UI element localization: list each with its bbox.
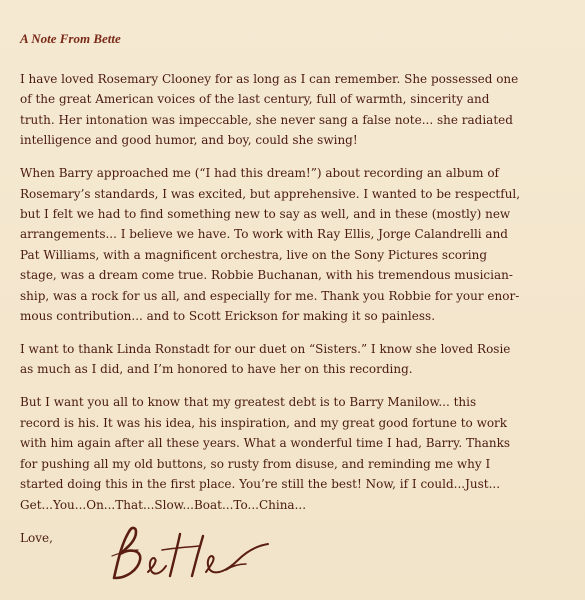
- paragraph-line: started doing this in the first place. You’re still the best! Now, if I could...Just...: [20, 477, 501, 492]
- paragraph-line: When Barry approached me (“I had this dream!”) about recording an album of: [20, 166, 499, 181]
- paragraph-line: mous contribution... and to Scott Erickson for making it so painless.: [20, 309, 436, 324]
- paragraph-line: Get...You...On...That...Slow...Boat...To...China...: [20, 497, 307, 512]
- paragraph-2: [20, 163, 565, 326]
- paragraph-4: [20, 392, 565, 514]
- paragraph-line: arrangements... I believe we have. To work with Ray Ellis, Jorge Calandrelli and: [20, 227, 508, 242]
- paragraph-line: ship, was a rock for us all, and especially for me. Thank you Robbie for your enor-: [20, 288, 520, 303]
- paragraph-line: of the great American voices of the last century, full of warmth, sincerity and: [20, 92, 490, 107]
- paragraph-line: stage, was a dream come true. Robbie Buchanan, with his tremendous musician-: [20, 268, 513, 283]
- paragraph-line: record is his. It was his idea, his inspiration, and my great good fortune to work: [20, 415, 508, 430]
- paragraph-line: but I felt we had to find something new to say as well, and in these (mostly) new: [20, 207, 511, 222]
- paragraph-line: Rosemary’s standards, I was excited, but apprehensive. I wanted to be respectful,: [20, 186, 521, 201]
- paragraph-line: truth. Her intonation was impeccable, she never sang a false note... she radiated: [20, 112, 513, 127]
- signature-image: [108, 520, 278, 590]
- paragraph-3: [20, 339, 565, 380]
- paragraph-line: But I want you all to know that my greatest debt is to Barry Manilow... this: [20, 395, 477, 410]
- paragraph-line: I have loved Rosemary Clooney for as long as I can remember. She possessed one: [20, 72, 519, 86]
- closing-salutation: Love,: [20, 530, 53, 545]
- paragraph-line: with him again after all these years. What a wonderful time I had, Barry. Thanks: [20, 436, 511, 451]
- paragraph-line: as much as I did, and I’m honored to have her on this recording.: [20, 362, 413, 377]
- paragraph-line: I want to thank Linda Ronstadt for our duet on “Sisters.” I know she loved Rosie: [20, 342, 511, 357]
- paragraph-line: Pat Williams, with a magnificent orchestra, live on the Sony Pictures scoring: [20, 247, 488, 262]
- letter-heading: A Note From Bette: [20, 31, 121, 46]
- paragraph-line: for pushing all my old buttons, so rusty from disuse, and reminding me why I: [20, 456, 491, 471]
- paragraph-line: intelligence and good humor, and boy, could she swing!: [20, 133, 358, 148]
- paragraph-1: [20, 69, 565, 151]
